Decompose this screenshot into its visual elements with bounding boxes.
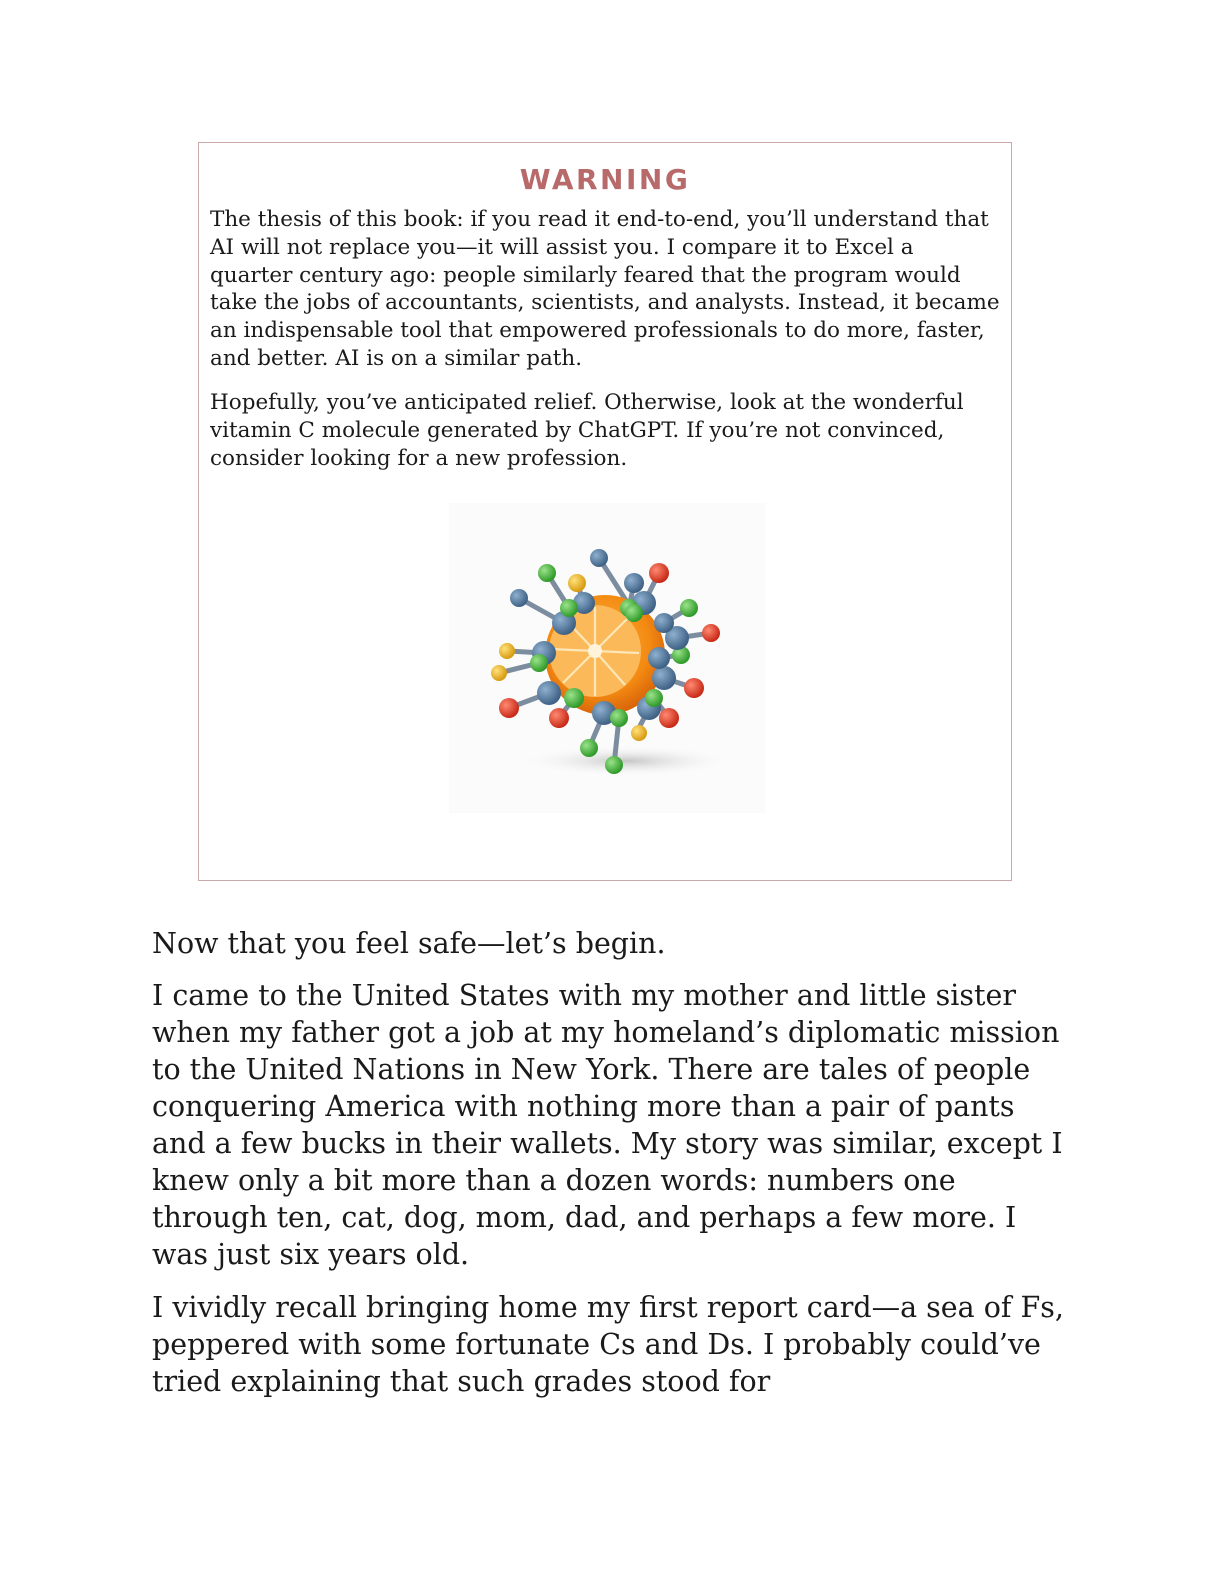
- warning-title: WARNING: [519, 163, 691, 196]
- body-paragraph-2: I came to the United States with my mother and little sister when my father got a job at my homeland’s diplomatic mission to the United Nations in New York. There are tales of people conquering America with nothing more than a pair of pants and a few bucks in their wallets. My story was similar, except I knew only a bit more than a dozen words: numbers one through ten, cat, dog, mom, dad, and perhaps a few more. I was just six years old.: [152, 979, 1063, 1271]
- body-paragraph-3: I vividly recall bringing home my first report card—a sea of Fs, peppered with some fortunate Cs and Ds. I probably could’ve tried explaining that such grades stood for: [152, 1291, 1064, 1398]
- warning-paragraph-1: The thesis of this book: if you read it end-to-end, you’ll understand that AI will not replace you—it will assist you. I compare it to Excel a quarter century ago: people similarly feared that the program would take the jobs of accountants, scientists, and analysts. Instead, it became an indispensable tool that empowered professionals to do more, faster, and better. AI is on a similar path.: [210, 207, 1000, 371]
- body-paragraph-1: Now that you feel safe—let’s begin.: [152, 927, 666, 960]
- vitamin-c-molecule-image: [449, 503, 765, 813]
- warning-paragraph-2: Hopefully, you’ve anticipated relief. Otherwise, look at the wonderful vitamin C molecule generated by ChatGPT. If you’re not convinced, consider looking for a new profession.: [210, 390, 964, 471]
- warning-box: [198, 142, 1012, 881]
